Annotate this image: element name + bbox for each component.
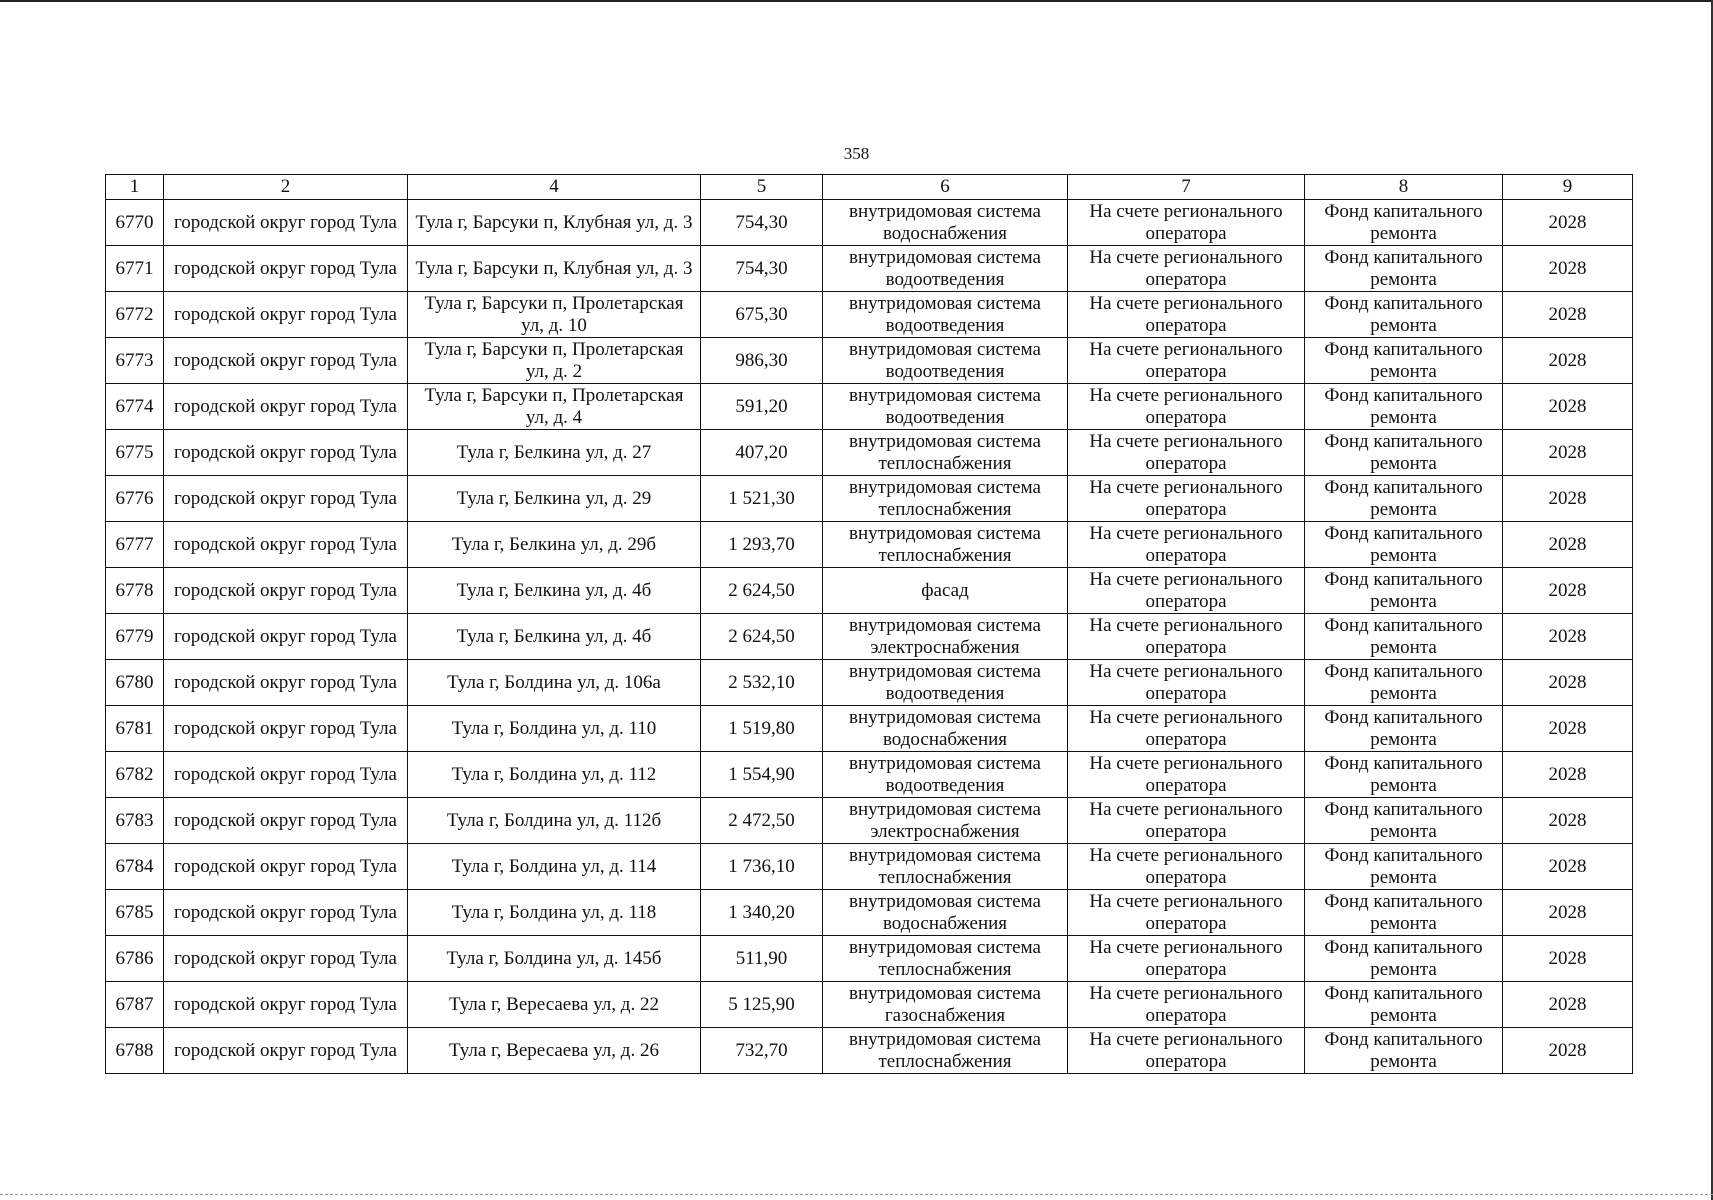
fund-cell: Фонд капитального ремонта bbox=[1305, 292, 1503, 338]
table-row bbox=[106, 476, 1633, 522]
table-row bbox=[106, 614, 1633, 660]
row-number-cell: 6777 bbox=[106, 522, 164, 568]
column-header: 7 bbox=[1068, 175, 1305, 200]
address-cell: Тула г, Болдина ул, д. 112б bbox=[408, 798, 701, 844]
repair-register-table bbox=[105, 174, 1633, 1074]
area-value-cell: 5 125,90 bbox=[701, 982, 823, 1028]
system-cell: внутридомовая система теплоснабжения bbox=[823, 844, 1068, 890]
address-cell: Тула г, Болдина ул, д. 145б bbox=[408, 936, 701, 982]
row-number-cell: 6783 bbox=[106, 798, 164, 844]
district-cell: городской округ город Тула bbox=[164, 384, 408, 430]
row-number-cell: 6785 bbox=[106, 890, 164, 936]
table-row bbox=[106, 844, 1633, 890]
area-value-cell: 1 736,10 bbox=[701, 844, 823, 890]
district-cell: городской округ город Тула bbox=[164, 522, 408, 568]
row-number-cell: 6774 bbox=[106, 384, 164, 430]
system-cell: внутридомовая система водоснабжения bbox=[823, 200, 1068, 246]
fund-cell: Фонд капитального ремонта bbox=[1305, 706, 1503, 752]
account-type-cell: На счете регионального оператора bbox=[1068, 568, 1305, 614]
area-value-cell: 1 554,90 bbox=[701, 752, 823, 798]
system-cell: внутридомовая система водоотведения bbox=[823, 292, 1068, 338]
account-type-cell: На счете регионального оператора bbox=[1068, 614, 1305, 660]
system-cell: внутридомовая система теплоснабжения bbox=[823, 522, 1068, 568]
table-row bbox=[106, 890, 1633, 936]
area-value-cell: 754,30 bbox=[701, 246, 823, 292]
scan-border-top bbox=[0, 0, 1713, 2]
area-value-cell: 2 532,10 bbox=[701, 660, 823, 706]
fund-cell: Фонд капитального ремонта bbox=[1305, 476, 1503, 522]
address-cell: Тула г, Барсуки п, Пролетарская ул, д. 2 bbox=[408, 338, 701, 384]
year-cell: 2028 bbox=[1503, 798, 1633, 844]
year-cell: 2028 bbox=[1503, 1028, 1633, 1074]
district-cell: городской округ город Тула bbox=[164, 338, 408, 384]
address-cell: Тула г, Барсуки п, Клубная ул, д. 3 bbox=[408, 200, 701, 246]
year-cell: 2028 bbox=[1503, 890, 1633, 936]
year-cell: 2028 bbox=[1503, 338, 1633, 384]
column-header: 9 bbox=[1503, 175, 1633, 200]
row-number-cell: 6773 bbox=[106, 338, 164, 384]
table-row bbox=[106, 430, 1633, 476]
column-header: 2 bbox=[164, 175, 408, 200]
area-value-cell: 754,30 bbox=[701, 200, 823, 246]
table-row bbox=[106, 568, 1633, 614]
table-row bbox=[106, 338, 1633, 384]
account-type-cell: На счете регионального оператора bbox=[1068, 1028, 1305, 1074]
row-number-cell: 6779 bbox=[106, 614, 164, 660]
district-cell: городской округ город Тула bbox=[164, 798, 408, 844]
row-number-cell: 6786 bbox=[106, 936, 164, 982]
scan-border-bottom bbox=[0, 1194, 1713, 1196]
system-cell: внутридомовая система газоснабжения bbox=[823, 982, 1068, 1028]
area-value-cell: 591,20 bbox=[701, 384, 823, 430]
account-type-cell: На счете регионального оператора bbox=[1068, 246, 1305, 292]
system-cell: внутридомовая система водоотведения bbox=[823, 384, 1068, 430]
system-cell: внутридомовая система теплоснабжения bbox=[823, 476, 1068, 522]
table-row bbox=[106, 384, 1633, 430]
row-number-cell: 6775 bbox=[106, 430, 164, 476]
row-number-cell: 6788 bbox=[106, 1028, 164, 1074]
account-type-cell: На счете регионального оператора bbox=[1068, 338, 1305, 384]
table-header bbox=[106, 175, 1633, 200]
table-row bbox=[106, 752, 1633, 798]
fund-cell: Фонд капитального ремонта bbox=[1305, 338, 1503, 384]
fund-cell: Фонд капитального ремонта bbox=[1305, 752, 1503, 798]
address-cell: Тула г, Белкина ул, д. 29 bbox=[408, 476, 701, 522]
area-value-cell: 407,20 bbox=[701, 430, 823, 476]
address-cell: Тула г, Болдина ул, д. 112 bbox=[408, 752, 701, 798]
fund-cell: Фонд капитального ремонта bbox=[1305, 982, 1503, 1028]
year-cell: 2028 bbox=[1503, 706, 1633, 752]
year-cell: 2028 bbox=[1503, 614, 1633, 660]
year-cell: 2028 bbox=[1503, 246, 1633, 292]
column-header: 4 bbox=[408, 175, 701, 200]
district-cell: городской округ город Тула bbox=[164, 292, 408, 338]
fund-cell: Фонд капитального ремонта bbox=[1305, 384, 1503, 430]
row-number-cell: 6770 bbox=[106, 200, 164, 246]
district-cell: городской округ город Тула bbox=[164, 568, 408, 614]
year-cell: 2028 bbox=[1503, 568, 1633, 614]
row-number-cell: 6778 bbox=[106, 568, 164, 614]
row-number-cell: 6771 bbox=[106, 246, 164, 292]
table-row bbox=[106, 246, 1633, 292]
row-number-cell: 6772 bbox=[106, 292, 164, 338]
address-cell: Тула г, Вересаева ул, д. 22 bbox=[408, 982, 701, 1028]
table-row bbox=[106, 936, 1633, 982]
fund-cell: Фонд капитального ремонта bbox=[1305, 844, 1503, 890]
area-value-cell: 1 521,30 bbox=[701, 476, 823, 522]
fund-cell: Фонд капитального ремонта bbox=[1305, 430, 1503, 476]
address-cell: Тула г, Вересаева ул, д. 26 bbox=[408, 1028, 701, 1074]
district-cell: городской округ город Тула bbox=[164, 890, 408, 936]
row-number-cell: 6782 bbox=[106, 752, 164, 798]
area-value-cell: 511,90 bbox=[701, 936, 823, 982]
address-cell: Тула г, Белкина ул, д. 4б bbox=[408, 568, 701, 614]
table-row bbox=[106, 798, 1633, 844]
system-cell: внутридомовая система электроснабжения bbox=[823, 614, 1068, 660]
account-type-cell: На счете регионального оператора bbox=[1068, 384, 1305, 430]
year-cell: 2028 bbox=[1503, 982, 1633, 1028]
row-number-cell: 6776 bbox=[106, 476, 164, 522]
area-value-cell: 1 340,20 bbox=[701, 890, 823, 936]
system-cell: внутридомовая система водоотведения bbox=[823, 338, 1068, 384]
fund-cell: Фонд капитального ремонта bbox=[1305, 936, 1503, 982]
district-cell: городской округ город Тула bbox=[164, 844, 408, 890]
row-number-cell: 6787 bbox=[106, 982, 164, 1028]
district-cell: городской округ город Тула bbox=[164, 752, 408, 798]
fund-cell: Фонд капитального ремонта bbox=[1305, 246, 1503, 292]
system-cell: внутридомовая система теплоснабжения bbox=[823, 936, 1068, 982]
table-row bbox=[106, 706, 1633, 752]
year-cell: 2028 bbox=[1503, 292, 1633, 338]
area-value-cell: 2 624,50 bbox=[701, 568, 823, 614]
account-type-cell: На счете регионального оператора bbox=[1068, 522, 1305, 568]
district-cell: городской округ город Тула bbox=[164, 430, 408, 476]
district-cell: городской округ город Тула bbox=[164, 200, 408, 246]
address-cell: Тула г, Болдина ул, д. 106а bbox=[408, 660, 701, 706]
table-row bbox=[106, 292, 1633, 338]
system-cell: внутридомовая система водоснабжения bbox=[823, 706, 1068, 752]
fund-cell: Фонд капитального ремонта bbox=[1305, 568, 1503, 614]
year-cell: 2028 bbox=[1503, 476, 1633, 522]
district-cell: городской округ город Тула bbox=[164, 1028, 408, 1074]
district-cell: городской округ город Тула bbox=[164, 476, 408, 522]
address-cell: Тула г, Барсуки п, Пролетарская ул, д. 4 bbox=[408, 384, 701, 430]
area-value-cell: 1 293,70 bbox=[701, 522, 823, 568]
fund-cell: Фонд капитального ремонта bbox=[1305, 890, 1503, 936]
row-number-cell: 6781 bbox=[106, 706, 164, 752]
account-type-cell: На счете регионального оператора bbox=[1068, 798, 1305, 844]
address-cell: Тула г, Болдина ул, д. 118 bbox=[408, 890, 701, 936]
system-cell: внутридомовая система водоотведения bbox=[823, 246, 1068, 292]
fund-cell: Фонд капитального ремонта bbox=[1305, 614, 1503, 660]
account-type-cell: На счете регионального оператора bbox=[1068, 292, 1305, 338]
district-cell: городской округ город Тула bbox=[164, 982, 408, 1028]
system-cell: внутридомовая система водоснабжения bbox=[823, 890, 1068, 936]
district-cell: городской округ город Тула bbox=[164, 706, 408, 752]
system-cell: внутридомовая система водоотведения bbox=[823, 660, 1068, 706]
fund-cell: Фонд капитального ремонта bbox=[1305, 200, 1503, 246]
address-cell: Тула г, Белкина ул, д. 4б bbox=[408, 614, 701, 660]
district-cell: городской округ город Тула bbox=[164, 246, 408, 292]
system-cell: внутридомовая система водоотведения bbox=[823, 752, 1068, 798]
account-type-cell: На счете регионального оператора bbox=[1068, 430, 1305, 476]
area-value-cell: 732,70 bbox=[701, 1028, 823, 1074]
year-cell: 2028 bbox=[1503, 660, 1633, 706]
column-header: 8 bbox=[1305, 175, 1503, 200]
district-cell: городской округ город Тула bbox=[164, 660, 408, 706]
year-cell: 2028 bbox=[1503, 522, 1633, 568]
fund-cell: Фонд капитального ремонта bbox=[1305, 522, 1503, 568]
header-row bbox=[106, 175, 1633, 200]
address-cell: Тула г, Белкина ул, д. 29б bbox=[408, 522, 701, 568]
address-cell: Тула г, Барсуки п, Пролетарская ул, д. 10 bbox=[408, 292, 701, 338]
row-number-cell: 6780 bbox=[106, 660, 164, 706]
column-header: 6 bbox=[823, 175, 1068, 200]
area-value-cell: 1 519,80 bbox=[701, 706, 823, 752]
area-value-cell: 986,30 bbox=[701, 338, 823, 384]
account-type-cell: На счете регионального оператора bbox=[1068, 706, 1305, 752]
page-number: 358 bbox=[843, 144, 870, 163]
address-cell: Тула г, Барсуки п, Клубная ул, д. 3 bbox=[408, 246, 701, 292]
account-type-cell: На счете регионального оператора bbox=[1068, 982, 1305, 1028]
district-cell: городской округ город Тула bbox=[164, 936, 408, 982]
account-type-cell: На счете регионального оператора bbox=[1068, 660, 1305, 706]
year-cell: 2028 bbox=[1503, 936, 1633, 982]
fund-cell: Фонд капитального ремонта bbox=[1305, 660, 1503, 706]
table-row bbox=[106, 1028, 1633, 1074]
year-cell: 2028 bbox=[1503, 384, 1633, 430]
system-cell: внутридомовая система электроснабжения bbox=[823, 798, 1068, 844]
area-value-cell: 2 624,50 bbox=[701, 614, 823, 660]
address-cell: Тула г, Болдина ул, д. 114 bbox=[408, 844, 701, 890]
table-row bbox=[106, 982, 1633, 1028]
table-row bbox=[106, 200, 1633, 246]
address-cell: Тула г, Болдина ул, д. 110 bbox=[408, 706, 701, 752]
district-cell: городской округ город Тула bbox=[164, 614, 408, 660]
year-cell: 2028 bbox=[1503, 752, 1633, 798]
account-type-cell: На счете регионального оператора bbox=[1068, 890, 1305, 936]
area-value-cell: 2 472,50 bbox=[701, 798, 823, 844]
table-row bbox=[106, 522, 1633, 568]
fund-cell: Фонд капитального ремонта bbox=[1305, 798, 1503, 844]
fund-cell: Фонд капитального ремонта bbox=[1305, 1028, 1503, 1074]
row-number-cell: 6784 bbox=[106, 844, 164, 890]
system-cell: внутридомовая система теплоснабжения bbox=[823, 1028, 1068, 1074]
account-type-cell: На счете регионального оператора bbox=[1068, 844, 1305, 890]
table-row bbox=[106, 660, 1633, 706]
year-cell: 2028 bbox=[1503, 200, 1633, 246]
account-type-cell: На счете регионального оператора bbox=[1068, 200, 1305, 246]
table-body bbox=[106, 200, 1633, 1074]
system-cell: фасад bbox=[823, 568, 1068, 614]
account-type-cell: На счете регионального оператора bbox=[1068, 752, 1305, 798]
year-cell: 2028 bbox=[1503, 844, 1633, 890]
account-type-cell: На счете регионального оператора bbox=[1068, 936, 1305, 982]
area-value-cell: 675,30 bbox=[701, 292, 823, 338]
account-type-cell: На счете регионального оператора bbox=[1068, 476, 1305, 522]
column-header: 1 bbox=[106, 175, 164, 200]
year-cell: 2028 bbox=[1503, 430, 1633, 476]
system-cell: внутридомовая система теплоснабжения bbox=[823, 430, 1068, 476]
column-header: 5 bbox=[701, 175, 823, 200]
address-cell: Тула г, Белкина ул, д. 27 bbox=[408, 430, 701, 476]
